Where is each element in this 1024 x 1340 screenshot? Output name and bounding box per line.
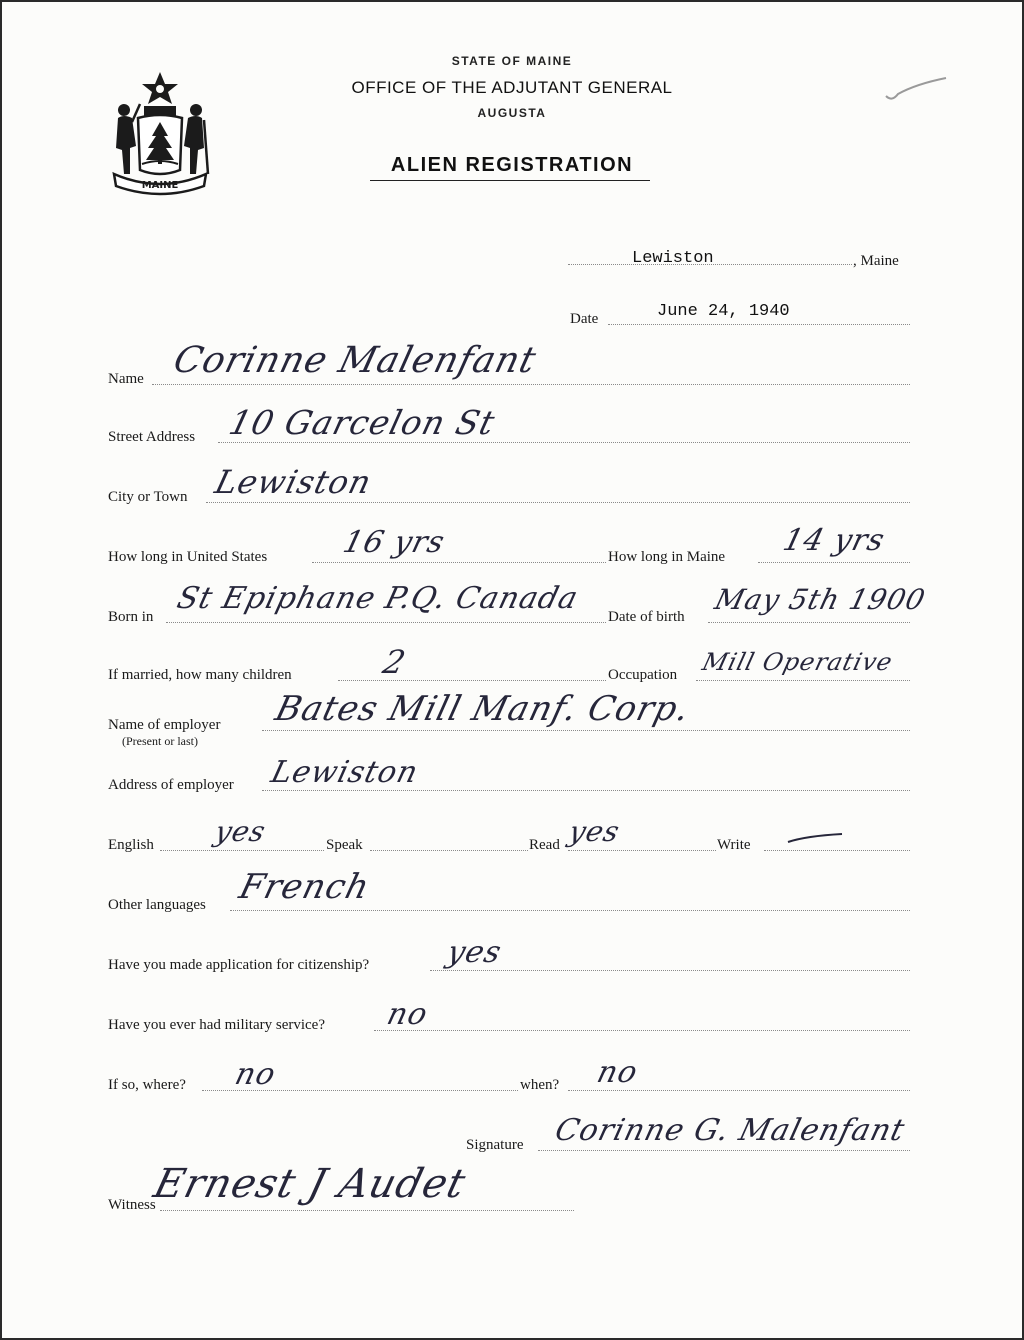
- how-long-maine-line: [758, 562, 910, 563]
- state-seal-icon: [108, 70, 212, 196]
- witness-line: [160, 1210, 574, 1211]
- date-label: Date: [570, 311, 599, 327]
- city-value[interactable]: Lewiston: [211, 463, 376, 501]
- form-title: ALIEN REGISTRATION: [390, 154, 634, 176]
- how-long-us-value[interactable]: 16 yrs: [339, 525, 449, 560]
- location-town[interactable]: Lewiston: [632, 249, 714, 268]
- date-of-birth-line: [708, 622, 910, 623]
- occupation-value[interactable]: Mill Operative: [699, 648, 896, 676]
- speak-line: [370, 850, 528, 851]
- employer-label: Name of employer: [108, 717, 221, 733]
- street-address-line: [218, 442, 910, 443]
- other-languages-value[interactable]: French: [235, 867, 375, 907]
- when-value[interactable]: no: [593, 1055, 642, 1090]
- where-label: If so, where?: [108, 1077, 186, 1093]
- born-in-value[interactable]: St Epiphane P.Q. Canada: [173, 581, 583, 616]
- name-label: Name: [108, 371, 144, 387]
- name-value[interactable]: Corinne Malenfant: [169, 340, 541, 381]
- date-value[interactable]: June 24, 1940: [657, 302, 790, 321]
- employer-sublabel: (Present or last): [122, 734, 198, 748]
- read-line: [568, 850, 716, 851]
- children-label: If married, how many children: [108, 667, 292, 683]
- date-of-birth-value[interactable]: May 5th 1900: [711, 583, 930, 616]
- employer-line: [262, 730, 910, 731]
- born-in-label: Born in: [108, 609, 154, 625]
- citizenship-line: [430, 970, 910, 971]
- signature-value[interactable]: Corinne G. Malenfant: [551, 1113, 909, 1148]
- english-line: [160, 850, 324, 851]
- children-value[interactable]: 2: [379, 643, 411, 681]
- military-label: Have you ever had military service?: [108, 1017, 325, 1033]
- employer-value[interactable]: Bates Mill Manf. Corp.: [271, 689, 695, 729]
- write-dash-mark: [786, 830, 846, 846]
- how-long-maine-label: How long in Maine: [608, 549, 726, 565]
- occupation-line: [696, 680, 910, 681]
- seal-banner-text: MAINE: [141, 180, 179, 191]
- speak-label: Speak: [326, 837, 363, 853]
- signature-line: [538, 1150, 910, 1151]
- date-line: [608, 324, 910, 325]
- street-address-label: Street Address: [108, 429, 196, 445]
- military-value[interactable]: no: [383, 997, 432, 1032]
- header-state: STATE OF MAINE: [451, 54, 573, 68]
- how-long-us-label: How long in United States: [108, 549, 268, 565]
- signature-label: Signature: [466, 1137, 524, 1153]
- citizenship-value[interactable]: yes: [443, 935, 506, 970]
- read-value[interactable]: yes: [565, 815, 624, 848]
- how-long-us-line: [312, 562, 606, 563]
- witness-label: Witness: [108, 1197, 156, 1213]
- city-label: City or Town: [108, 489, 188, 505]
- check-mark-icon: [876, 72, 956, 112]
- english-label: English: [108, 837, 154, 853]
- write-label: Write: [717, 837, 751, 853]
- employer-address-value[interactable]: Lewiston: [267, 755, 423, 790]
- city-line: [206, 502, 910, 503]
- where-value[interactable]: no: [231, 1057, 280, 1092]
- occupation-label: Occupation: [608, 667, 678, 683]
- witness-value[interactable]: Ernest J Audet: [149, 1161, 471, 1207]
- header-office: OFFICE OF THE ADJUTANT GENERAL: [351, 78, 673, 97]
- title-underline: [370, 180, 650, 181]
- location-state-label: , Maine: [853, 253, 899, 269]
- read-label: Read: [529, 837, 560, 853]
- english-value[interactable]: yes: [211, 815, 270, 848]
- citizenship-label: Have you made application for citizenship?: [108, 957, 370, 973]
- born-in-line: [166, 622, 606, 623]
- name-line: [152, 384, 910, 385]
- how-long-maine-value[interactable]: 14 yrs: [779, 523, 889, 558]
- military-line: [374, 1030, 910, 1031]
- header-city: AUGUSTA: [477, 106, 547, 120]
- write-line: [764, 850, 910, 851]
- other-languages-line: [230, 910, 910, 911]
- employer-address-label: Address of employer: [108, 777, 234, 793]
- when-line: [568, 1090, 910, 1091]
- date-of-birth-label: Date of birth: [608, 609, 685, 625]
- when-label: when?: [520, 1077, 560, 1093]
- employer-address-line: [262, 790, 910, 791]
- other-languages-label: Other languages: [108, 897, 206, 913]
- street-address-value[interactable]: 10 Garcelon St: [225, 403, 500, 442]
